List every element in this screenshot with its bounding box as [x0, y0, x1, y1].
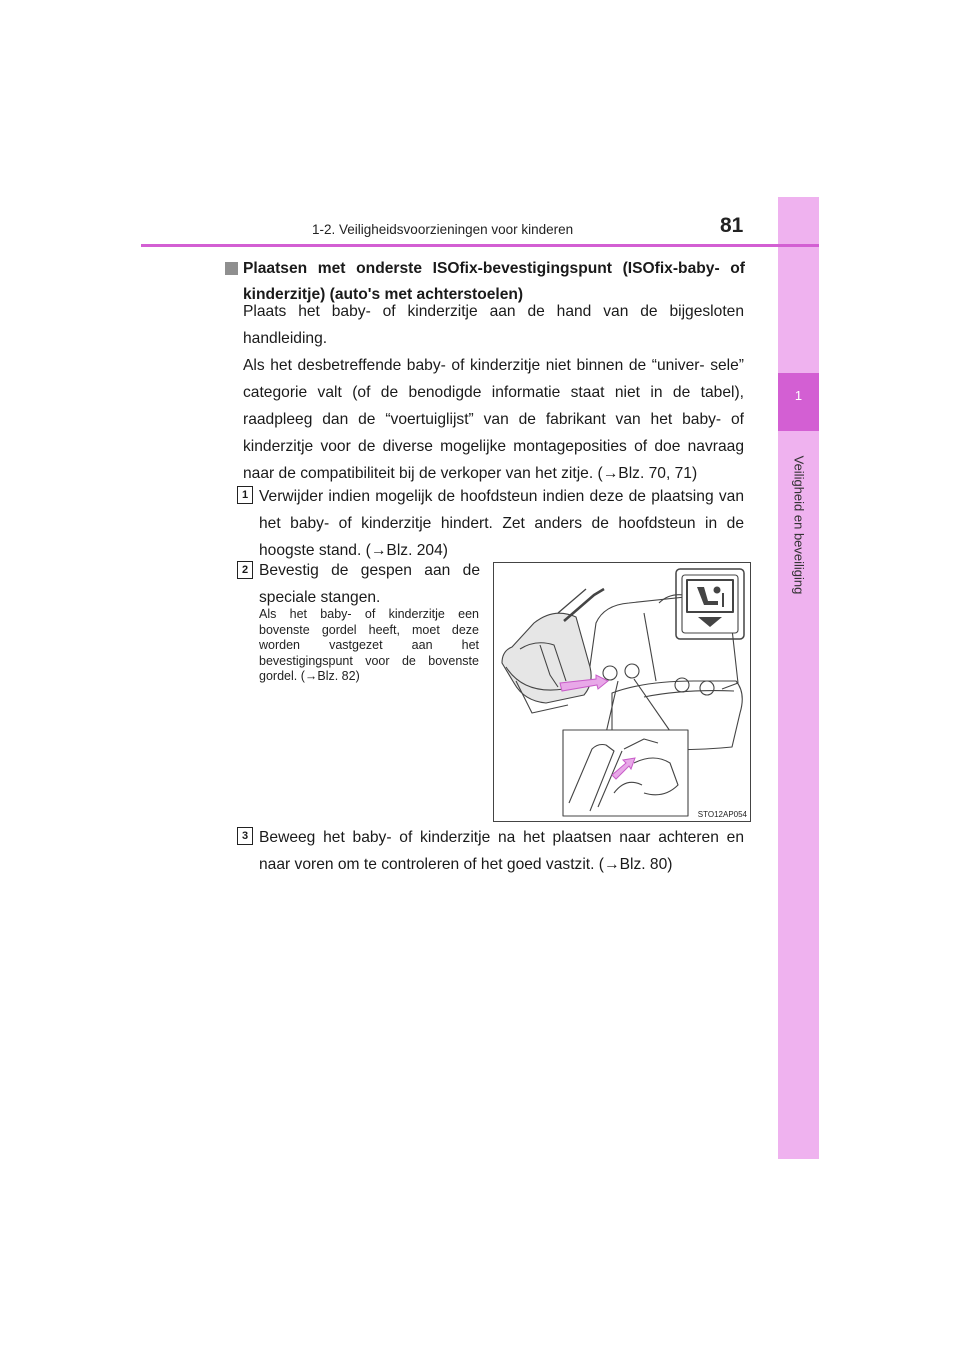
step-1-number: 1	[237, 486, 253, 504]
intro-paragraph-1: Plaats het baby- of kinderzitje aan de hand van de bijgesloten handleiding.	[243, 303, 744, 347]
intro-paragraph-2: Als het desbetreffende baby- of kinderzitje niet binnen de “univer- sele” categorie valt (of de benodigde informatie staat niet in de tabel), raadpleeg dan de “voertuiglijst” van de fabrikant van het baby- of kinderzitje voor de diverse mogelijke montageposities of doe navraag naar de compatibiliteit bij de verkoper van het zitje. (→Blz. 70, 71)	[243, 357, 744, 482]
section-title: 1-2. Veiligheidsvoorzieningen voor kinderen	[312, 222, 574, 237]
step-2-note: Als het baby- of kinderzitje een bovenste gordel heeft, moet deze worden vastgezet aan het bevestigingspunt voor de bovenste gordel. (→Blz. 82)	[259, 607, 479, 683]
step-2-number: 2	[237, 561, 253, 579]
step-3-number: 3	[237, 827, 253, 845]
heading-square-icon	[225, 262, 238, 275]
step-1-text: Verwijder indien mogelijk de hoofdsteun indien deze de plaatsing van het baby- of kinderzitje hindert. Zet anders de hoofdsteun in de hoogste stand. (→Blz. 204)	[259, 488, 744, 559]
isofix-illustration	[493, 562, 751, 822]
side-tab	[778, 197, 819, 1159]
header-rule	[141, 244, 819, 247]
heading-text: Plaatsen met onderste ISOfix-bevestigingspunt (ISOfix-baby- of kinderzitje) (auto's met achterstoelen)	[243, 260, 745, 303]
chapter-number: 1	[794, 388, 803, 403]
isofix-seat-drawing	[494, 563, 750, 821]
page-number: 81	[720, 214, 744, 237]
step-3-text: Beweeg het baby- of kinderzitje na het plaatsen naar achteren en naar voren om te controleren of het goed vastzit. (→Blz. 80)	[259, 829, 744, 873]
step-2-text: Bevestig de gespen aan de speciale stangen.	[259, 562, 480, 606]
chapter-title: Veiligheid en beveiliging	[791, 455, 807, 595]
figure-code: STO12AP054	[697, 810, 747, 819]
